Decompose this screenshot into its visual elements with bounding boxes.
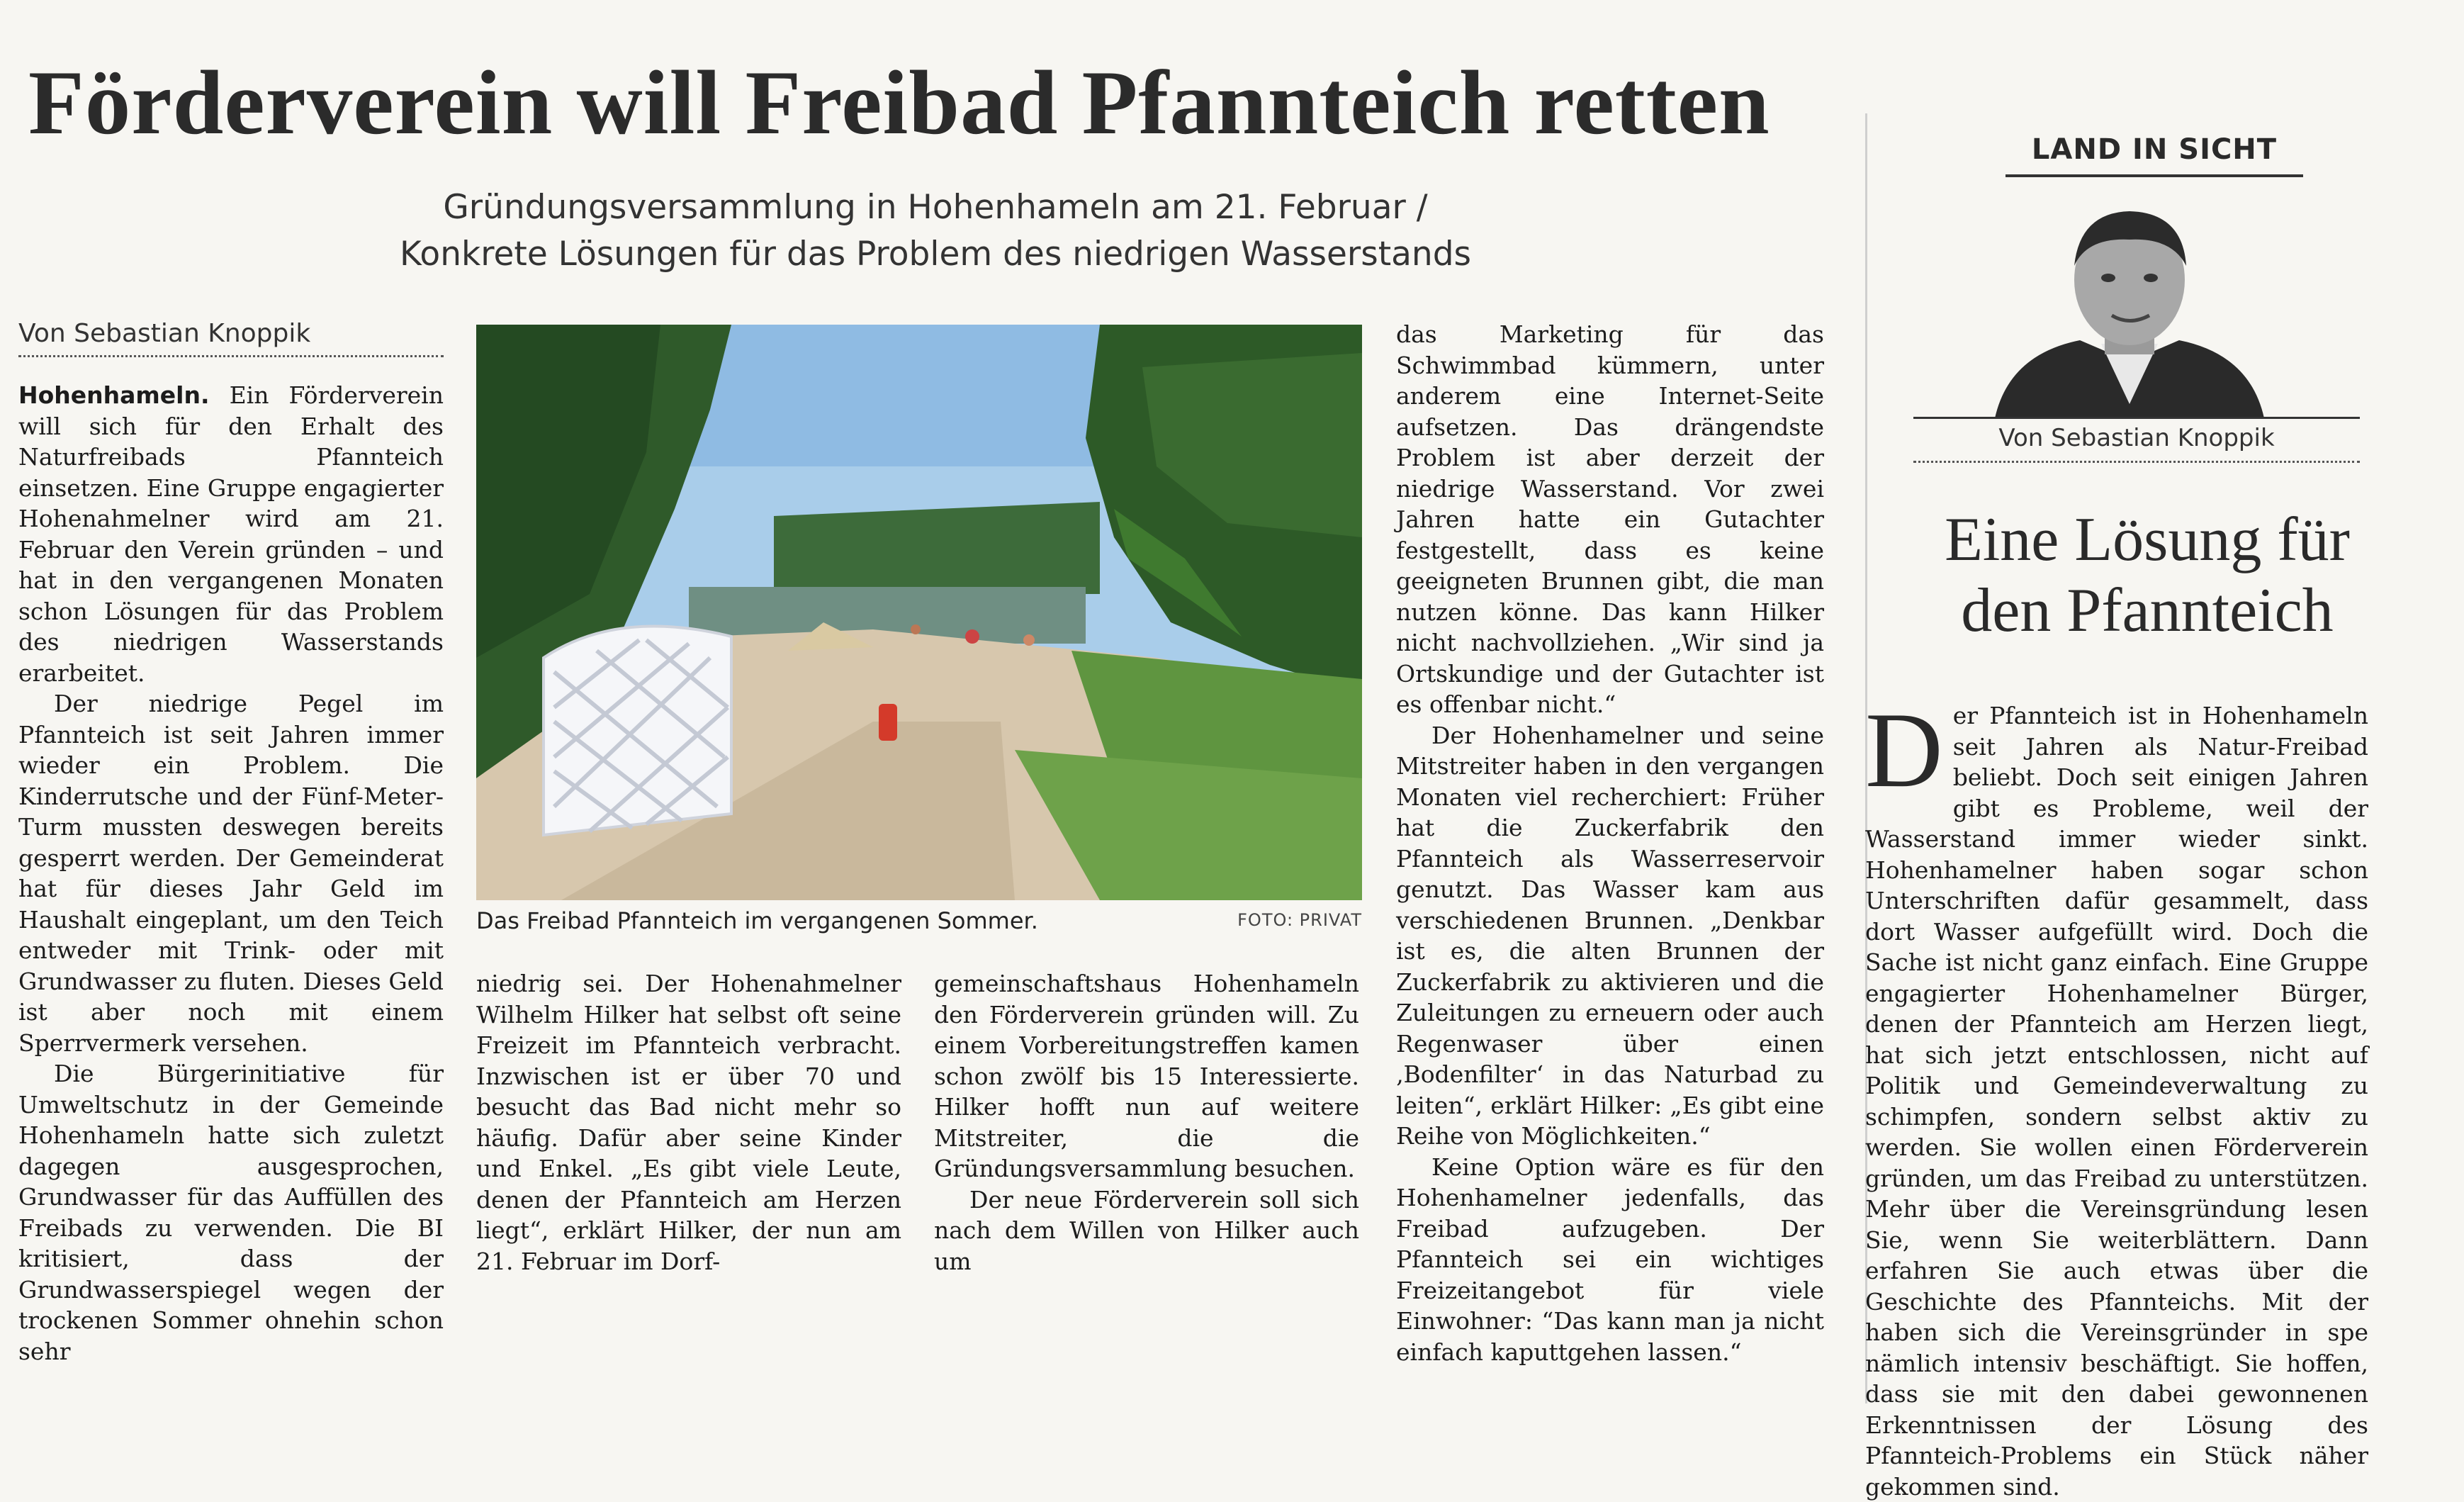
portrait-baseline: [1913, 417, 2360, 419]
white-fence: [544, 626, 731, 835]
paragraph: das Marketing für das Schwimmbad kümmern, unter anderem eine Internet-Seite aufsetzen. Das drängendste Problem ist aber derzeit der niedrige Wasserstand. Vor zwei Jahren hatte ein Gutachter festgestellt, dass es keine geeigneten Brunnen gibt, die man nutzen könne. Das kann Hilker nicht nachvollziehen. „Wir sind ja Ortskundige und der Gutachter ist es offenbar nicht.“: [1396, 320, 1824, 718]
column-kicker: LAND IN SICHT: [2005, 133, 2303, 177]
paragraph: gemeinschaftshaus Hohenhameln den Förderverein gründen will. Zu einem Vorbereitungstreffen kamen schon zwölf bis 15 Interessierte. Hilker hofft nun auf weitere Mitstreiter, die die Gründungsversammlung besuchen.: [934, 970, 1359, 1182]
article-column-3: [934, 968, 1359, 1275]
photo-credit: FOTO: PRIVAT: [1237, 910, 1362, 930]
subheadline-line-2: Konkrete Lösungen für das Problem des niedrigen Wasserstands: [399, 235, 1472, 274]
article-subheadline: [283, 184, 1587, 278]
swimming-pond-image: [476, 325, 1362, 900]
paragraph: Der Hohenhamelner und seine Mitstreiter haben in den vergangen Monaten viel recherchiert: Früher hat die Zuckerfabrik den Pfannteich als Wasserreservoir genutzt. Das Wasser kam aus verschiedenen Brunnen. „Denkbar ist es, die alten Brunnen der Zuckerfabrik zu aktivieren und die Zuleitungen zu erneuern oder auch Regenwaser über einen ‚Bodenfilter‘ in das Naturbad zu leiten“, erklärt Hilker: „Es gibt eine Reihe von Möglichkeiten.“: [1396, 721, 1824, 1150]
portrait-image: [1981, 198, 2278, 418]
drop-cap: D: [1865, 690, 1943, 809]
paragraph: niedrig sei. Der Hohenahmelner Wilhelm Hilker hat selbst oft seine Freizeit im Pfannteich verbracht. Inzwischen ist er über 70 und besucht das Bad nicht mehr so häufig. Dafür aber seine Kinder und Enkel. „Es gibt viele Leute, denen der Pfannteich am Herzen liegt“, erklärt Hilker, der nun am 21. Februar im Dorf-: [476, 970, 901, 1275]
article-column-4: [1396, 319, 1824, 1366]
sidebar-title-line-2: den Pfannteich: [1961, 576, 2334, 645]
sidebar-byline: Von Sebastian Knoppik: [1913, 424, 2360, 463]
sidebar-body: [1865, 690, 2368, 1501]
article-photo: [476, 325, 1362, 900]
paragraph: Der neue Förderverein soll sich nach dem Willen von Hilker auch um: [934, 1185, 1359, 1275]
sidebar-body-text: er Pfannteich ist in Hohenhameln seit Jahren als Natur-Freibad beliebt. Doch seit einigen Jahren gibt es Probleme, weil der Wasserstand immer wieder sinkt. Hohenhamelner haben sogar schon Unterschriften dafür gesammelt, dass dort Wasser aufgefüllt wird. Doch die Sache ist nicht ganz einfach. Eine Gruppe engagierter Hohenhamelner Bürger, denen der Pfannteich am Herzen liegt, hat sich jetzt entschlossen, nicht auf Politik und Gemeindeverwaltung zu schimpfen, sondern selbst aktiv zu werden. Sie wollen einen Förderverein gründen, um das Freibad zu unterstützen. Mehr über die Vereinsgründung lesen Sie, wenn Sie weiterblättern. Dann erfahren Sie auch etwas über die Geschichte des Pfannteichs. Mit der haben sich die Vereinsgründer in spe nämlich intensiv beschäftigt. Sie hoffen, dass sie mit den dabei gewonnenen Erkenntnissen der Lösung des Pfannteich-Problems ein Stück näher gekommen sind.: [1865, 702, 2368, 1501]
paragraph: Keine Option wäre es für den Hohenhamelner jedenfalls, das Freibad aufzugeben. Der Pfannteich sei ein wichtiges Freizeitangebot für viele Einwohner: “Das kann man ja nicht einfach kaputtgehen lassen.“: [1396, 1153, 1824, 1366]
paragraph: Der niedrige Pegel im Pfannteich ist seit Jahren immer wieder ein Problem. Die Kinderrutsche und der Fünf-Meter-Turm mussten deswegen bereits gesperrt werden. Der Gemeinderat hat für dieses Jahr Geld im Haushalt eingeplant, um den Teich entweder mit Trink- oder mit Grundwasser zu fluten. Dieses Geld ist aber noch mit einem Sperrvermerk versehen.: [18, 690, 444, 1057]
paragraph-text: Ein Förderverein will sich für den Erhalt des Naturfreibads Pfannteich einsetzen. Eine Gruppe engagierter Hohenahmelner wird am 21. Februar den Verein gründen – und hat in den vergangenen Monaten schon Lösungen für das Problem des niedrigen Wasserstands erarbeitet.: [18, 381, 444, 687]
paragraph: [18, 380, 444, 688]
dateline: Hohenhameln.: [18, 381, 210, 409]
caption-text: Das Freibad Pfannteich im vergangenen Sommer.: [476, 907, 1038, 934]
sidebar-title: [1885, 505, 2409, 646]
article-column-1: [18, 380, 444, 1365]
paragraph: Die Bürgerinitiative für Umweltschutz in der Gemeinde Hohenhameln hatte sich zuletzt dagegen ausgesprochen, Grundwasser für das Auffüllen des Freibads zu verwenden. Die BI kritisiert, dass der Grundwasserspiegel wegen der trockenen Sommer ohnehin schon sehr: [18, 1060, 444, 1365]
photo-caption: [476, 907, 1362, 936]
article-byline: Von Sebastian Knoppik: [18, 319, 444, 357]
subheadline-line-1: Gründungsversammlung in Hohenhameln am 21. Februar /: [443, 188, 1428, 227]
author-portrait: [1981, 198, 2278, 418]
sidebar-title-line-1: Eine Lösung für: [1945, 505, 2350, 574]
article-column-2: [476, 968, 901, 1275]
article-headline: Förderverein will Freibad Pfannteich retten: [28, 52, 1770, 153]
